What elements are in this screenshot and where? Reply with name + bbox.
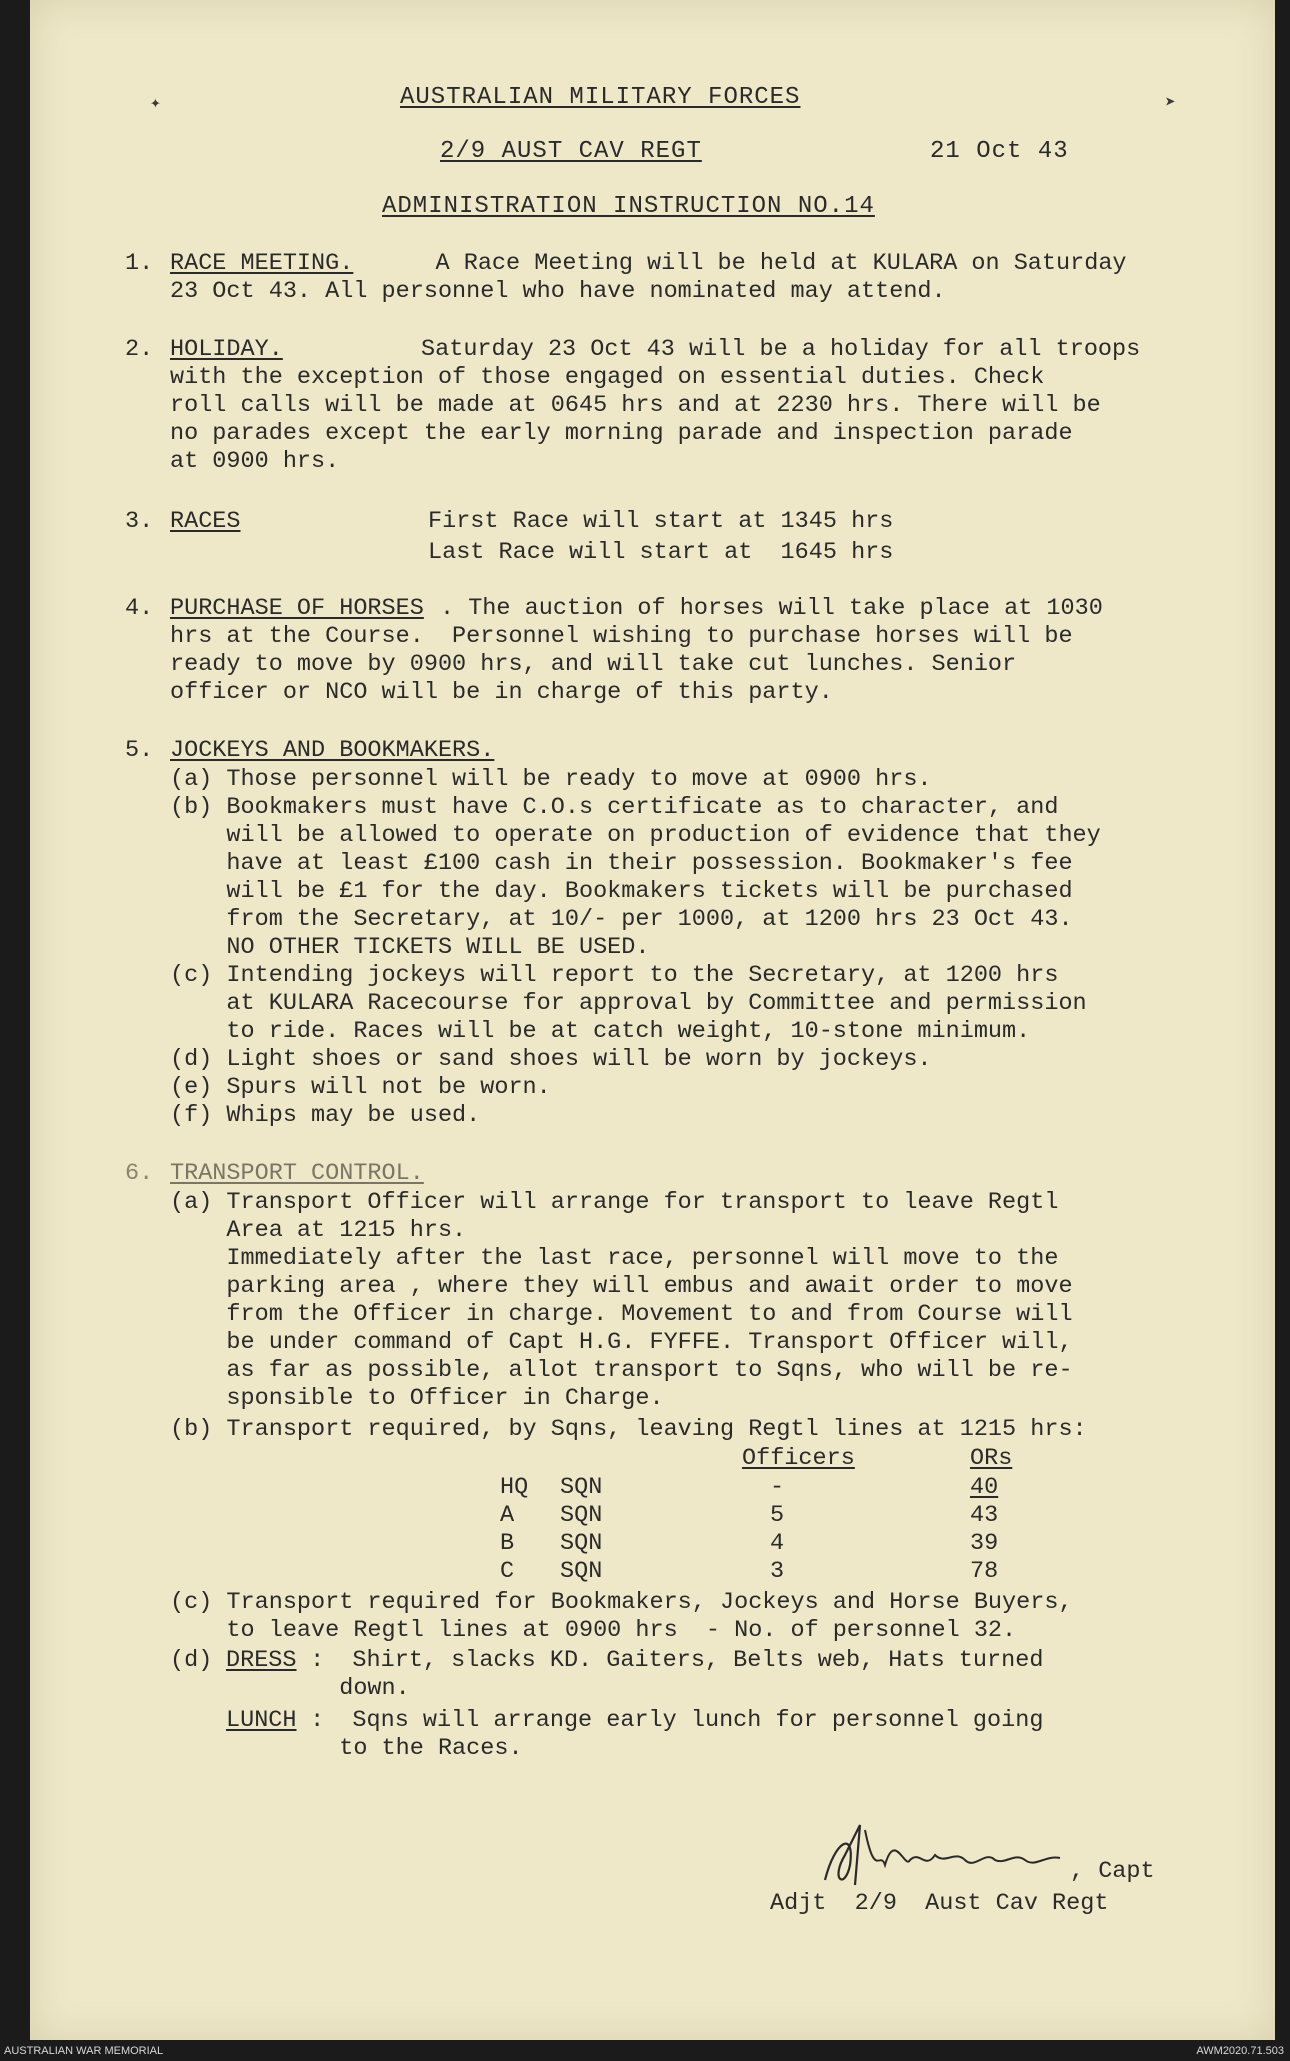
section-line: roll calls will be made at 0645 hrs and at 2230 hrs. There will be <box>170 392 1101 419</box>
dress-line: down. <box>170 1675 410 1702</box>
signature-rank: , Capt <box>1070 1858 1155 1885</box>
table-officers: 3 <box>770 1558 785 1585</box>
table-ors: 39 <box>970 1530 999 1557</box>
section-line: . The auction of horses will take place at 1030 <box>440 595 1103 622</box>
table-ors: 78 <box>970 1558 999 1585</box>
table-ors: 40 <box>970 1474 999 1501</box>
section-line: parking area , where they will embus and await order to move <box>170 1273 1073 1300</box>
section-line: Saturday 23 Oct 43 will be a holiday for all troops <box>280 336 1141 363</box>
section-number: 4. <box>125 595 154 622</box>
section-line: (d) Light shoes or sand shoes will be worn by jockeys. <box>170 1046 932 1073</box>
section-title: RACES <box>170 508 241 535</box>
section-line: at 0900 hrs. <box>170 448 340 475</box>
handwritten-signature <box>815 1810 1175 1900</box>
section-title: TRANSPORT CONTROL. <box>170 1160 424 1187</box>
section-line: (e) Spurs will not be worn. <box>170 1074 551 1101</box>
section-title: RACE MEETING. <box>170 250 354 277</box>
section-line: (a) Transport Officer will arrange for transport to leave Regtl <box>170 1189 1059 1216</box>
section-line: ready to move by 0900 hrs, and will take cut lunches. Senior <box>170 651 1017 678</box>
signature-role: Adjt 2/9 Aust Cav Regt <box>770 1890 1109 1917</box>
section-line: Last Race will start at 1645 hrs <box>428 539 894 566</box>
table-header-officers: Officers <box>742 1445 855 1472</box>
ink-mark: ➤ <box>1165 94 1176 114</box>
section-line: (b) Bookmakers must have C.O.s certificate as to character, and <box>170 794 1059 821</box>
section-number: 6. <box>125 1160 154 1187</box>
table-ors: 43 <box>970 1502 999 1529</box>
archive-footer <box>0 2043 1290 2061</box>
table-officers: 4 <box>770 1530 785 1557</box>
table-officers: 5 <box>770 1502 785 1529</box>
section-line: 23 Oct 43. All personnel who have nominated may attend. <box>170 278 946 305</box>
section-line: (f) Whips may be used. <box>170 1102 481 1129</box>
section-line: Area at 1215 hrs. <box>170 1217 467 1244</box>
org-heading: AUSTRALIAN MILITARY FORCES <box>400 84 801 111</box>
section-line: no parades except the early morning parade and inspection parade <box>170 420 1073 447</box>
lunch-line: : Sqns will arrange early lunch for personnel going <box>296 1707 1044 1734</box>
section-line: First Race will start at 1345 hrs <box>428 508 894 535</box>
document-page <box>30 0 1275 2040</box>
section-line: (b) Transport required, by Sqns, leaving Regtl lines at 1215 hrs: <box>170 1416 1087 1443</box>
section-line: at KULARA Racecourse for approval by Committee and permission <box>170 990 1087 1017</box>
section-line: as far as possible, allot transport to Sqns, who will be re- <box>170 1357 1073 1384</box>
table-sqn: HQ <box>500 1474 529 1501</box>
footer-right: AWM2020.71.503 <box>1196 2045 1284 2057</box>
section-number: 3. <box>125 508 154 535</box>
section-line: (c) Transport required for Bookmakers, Jockeys and Horse Buyers, <box>170 1589 1073 1616</box>
unit-heading: 2/9 AUST CAV REGT <box>440 138 702 165</box>
footer-left: AUSTRALIAN WAR MEMORIAL <box>4 2045 164 2057</box>
dress-line: : Shirt, slacks KD. Gaiters, Belts web, Hats turned <box>296 1647 1044 1674</box>
section-number: 1. <box>125 250 154 277</box>
section-line: hrs at the Course. Personnel wishing to purchase horses will be <box>170 623 1073 650</box>
section-title: JOCKEYS AND BOOKMAKERS. <box>170 737 495 764</box>
section-line: officer or NCO will be in charge of this party. <box>170 679 833 706</box>
lunch-label: LUNCH <box>226 1707 297 1734</box>
dress-prefix: (d) <box>170 1647 227 1674</box>
section-number: 2. <box>125 336 154 363</box>
document-title: ADMINISTRATION INSTRUCTION NO.14 <box>382 193 875 220</box>
section-line: (c) Intending jockeys will report to the Secretary, at 1200 hrs <box>170 962 1059 989</box>
section-line: will be allowed to operate on production of evidence that they <box>170 822 1101 849</box>
section-line: from the Secretary, at 10/- per 1000, at 1200 hrs 23 Oct 43. <box>170 906 1073 933</box>
section-line: with the exception of those engaged on essential duties. Check <box>170 364 1045 391</box>
section-title: HOLIDAY. <box>170 336 283 363</box>
table-sqn-label: SQN <box>560 1558 603 1585</box>
section-title: PURCHASE OF HORSES <box>170 595 424 622</box>
section-line: sponsible to Officer in Charge. <box>170 1385 664 1412</box>
section-line: to ride. Races will be at catch weight, 10-stone minimum. <box>170 1018 1031 1045</box>
dress-label: DRESS <box>226 1647 297 1674</box>
table-sqn-label: SQN <box>560 1530 603 1557</box>
lunch-line: to the Races. <box>170 1735 523 1762</box>
table-sqn: B <box>500 1530 515 1557</box>
section-line: Immediately after the last race, personnel will move to the <box>170 1245 1059 1272</box>
ink-mark: ✦ <box>150 94 161 114</box>
section-line: have at least £100 cash in their possession. Bookmaker's fee <box>170 850 1073 877</box>
section-line: will be £1 for the day. Bookmakers tickets will be purchased <box>170 878 1073 905</box>
table-header-ors: ORs <box>970 1445 1013 1472</box>
table-sqn: A <box>500 1502 515 1529</box>
section-line: from the Officer in charge. Movement to and from Course will <box>170 1301 1073 1328</box>
section-line: NO OTHER TICKETS WILL BE USED. <box>170 934 650 961</box>
section-line: (a) Those personnel will be ready to move at 0900 hrs. <box>170 766 932 793</box>
table-officers: - <box>770 1474 785 1501</box>
table-sqn-label: SQN <box>560 1502 603 1529</box>
table-sqn: C <box>500 1558 515 1585</box>
document-date: 21 Oct 43 <box>930 138 1069 165</box>
section-line: A Race Meeting will be held at KULARA on Saturday <box>365 250 1127 277</box>
section-line: be under command of Capt H.G. FYFFE. Transport Officer will, <box>170 1329 1073 1356</box>
section-line: to leave Regtl lines at 0900 hrs - No. of personnel 32. <box>170 1617 1017 1644</box>
table-sqn-label: SQN <box>560 1474 603 1501</box>
section-number: 5. <box>125 737 154 764</box>
